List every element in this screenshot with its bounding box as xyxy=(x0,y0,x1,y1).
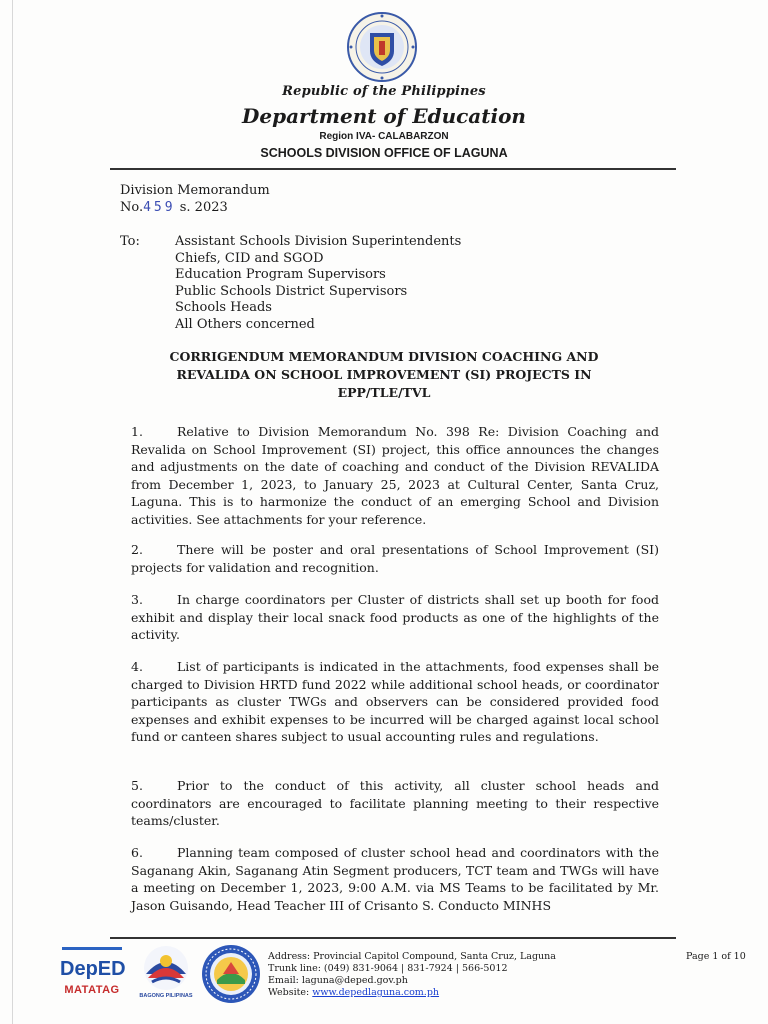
paragraph-text: Planning team composed of cluster school head and coordinators with the Saganang Akin, Saganang Atin Segment producers, TCT team and TWGs will have a meeting on December 1, 2023, 9:00 A.M. via MS Teams to be facilitated by Mr. Jason Guisando, Head Teacher III of Crisanto S. Conducto MINHS xyxy=(131,845,659,913)
paragraph-number: 5. xyxy=(131,778,143,793)
memo-title-line: CORRIGENDUM MEMORANDUM DIVISION COACHING AND xyxy=(169,349,599,364)
bagong-pilipinas-emblem-icon xyxy=(138,944,194,992)
memo-title-line: REVALIDA ON SCHOOL IMPROVEMENT (SI) PROJECTS IN xyxy=(176,367,592,382)
memo-number xyxy=(120,200,228,215)
footer-email: Email: laguna@deped.gov.ph xyxy=(268,975,408,986)
footer-contact xyxy=(268,951,556,999)
deped-matatag-logo xyxy=(60,944,124,1004)
recipient-list xyxy=(175,234,461,333)
header-department: Department of Education xyxy=(242,104,526,128)
paragraph-number: 3. xyxy=(131,592,143,607)
footer-website-label: Website: xyxy=(268,987,313,998)
paragraph-text: Prior to the conduct of this activity, all cluster school heads and coordinators are encouraged to facilitate planning meeting to their respective teams/cluster. xyxy=(131,778,659,828)
footer-trunk-line: Trunk line: (049) 831-9064 | 831-7924 | 566-5012 xyxy=(268,963,508,974)
paragraph-text: Relative to Division Memorandum No. 398 Re: Division Coaching and Revalida on School Improvement (SI) project, this office announces the changes and adjustments on the date of coaching and conduct of the Division REVALIDA from December 1, 2023, to January 25, 2023 at Cultural Center, Santa Cruz, Laguna. This is to harmonize the conduct of an emerging School and Division activities. See attachments for your reference. xyxy=(131,424,659,527)
header-republic: Republic of the Philippines xyxy=(282,84,486,99)
memo-series: s. 2023 xyxy=(179,200,228,215)
bagong-pilipinas-logo xyxy=(138,944,194,1004)
website-link[interactable]: www.depedlaguna.com.ph xyxy=(312,987,440,998)
paragraph-number: 1. xyxy=(131,424,143,439)
paragraph-text: List of participants is indicated in the attachments, food expenses shall be charged to Division HRTD fund 2022 while additional school heads, or coordinator participants as cluster TWGs and observers can be considered provided food expenses and exhibit expenses to be incurred will be charged against local school fund or canteen shares subject to usual accounting rules and regulations. xyxy=(131,659,659,744)
paragraph-1 xyxy=(131,423,659,528)
paragraph-text: There will be poster and oral presentations of School Improvement (SI) projects for validation and recognition. xyxy=(131,542,659,575)
footer-address: Address: Provincial Capitol Compound, Santa Cruz, Laguna xyxy=(268,951,556,962)
to-label: To: xyxy=(120,234,140,249)
paragraph-number: 2. xyxy=(131,542,143,557)
paragraph-2 xyxy=(131,541,659,576)
footer-website xyxy=(268,987,556,999)
header-office: SCHOOLS DIVISION OFFICE OF LAGUNA xyxy=(260,146,508,160)
deped-logo-text: DepED xyxy=(60,958,126,980)
memo-title-line: EPP/TLE/TVL xyxy=(337,385,431,400)
recipient-item: Schools Heads xyxy=(175,300,272,315)
matatag-logo-text: MATATAG xyxy=(64,984,120,996)
memo-number-prefix: No. xyxy=(120,200,144,215)
recipient-item: Assistant Schools Division Superintendents xyxy=(175,234,462,249)
header-divider xyxy=(110,168,676,170)
header-region: Region IVA- CALABARZON xyxy=(319,131,449,142)
recipient-item: Education Program Supervisors xyxy=(175,267,386,282)
recipient-item: Chiefs, CID and SGOD xyxy=(175,250,324,266)
memo-number-handwritten: 459 xyxy=(143,200,176,215)
bagong-pilipinas-text: BAGONG PILIPINAS xyxy=(139,993,193,999)
paragraph-4 xyxy=(131,658,659,746)
recipient-item: Public Schools District Supervisors xyxy=(175,283,408,299)
deped-seal-icon xyxy=(346,11,418,83)
deped-logo-stripe xyxy=(62,947,122,950)
paragraph-number: 4. xyxy=(131,659,143,674)
page-number: Page 1 of 10 xyxy=(686,951,746,962)
paragraph-number: 6. xyxy=(131,845,143,860)
paragraph-text: In charge coordinators per Cluster of districts shall set up booth for food exhibit and display their local snack food products as one of the highlights of the activity. xyxy=(131,592,659,642)
footer-divider xyxy=(110,937,676,939)
memo-type: Division Memorandum xyxy=(120,183,270,198)
paragraph-6 xyxy=(131,844,659,914)
recipient-item: All Others concerned xyxy=(175,316,315,332)
paragraph-3 xyxy=(131,591,659,644)
division-of-laguna-seal-icon xyxy=(201,944,261,1004)
memo-title xyxy=(130,348,638,402)
paragraph-5 xyxy=(131,777,659,830)
